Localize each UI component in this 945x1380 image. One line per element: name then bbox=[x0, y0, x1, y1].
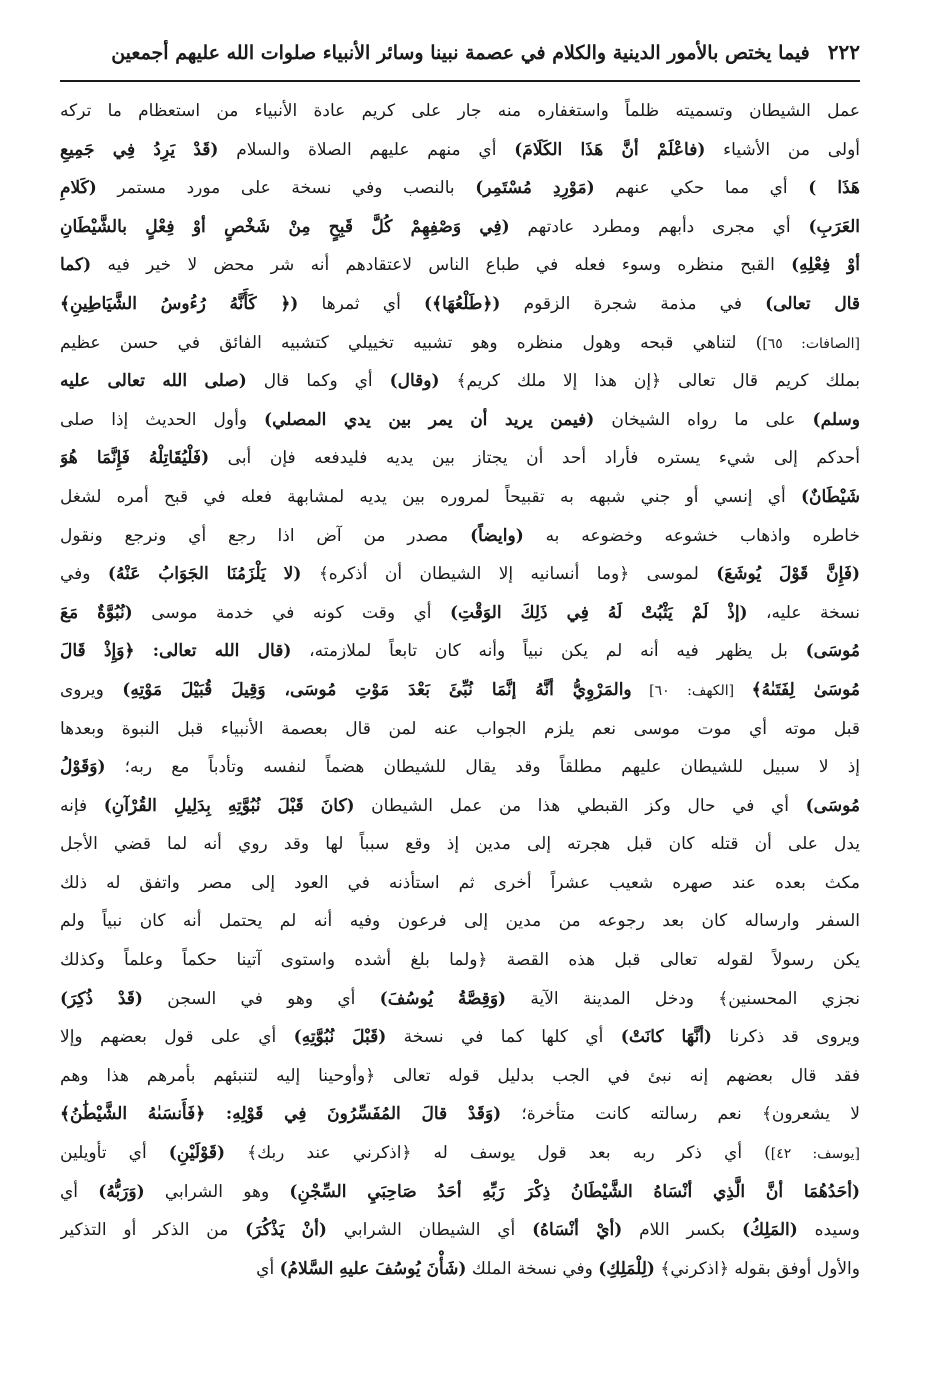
emphasized-text: (أيْ أنْسَاهُ) bbox=[532, 1220, 623, 1241]
text-segment: يكن رسولاً لقوله تعالى قبل هذه القصة ﴿ولما بلغ أشده واستوى آتينا حكماً وعلماً وكذلك bbox=[60, 950, 860, 971]
text-segment: أي كلها كما في نسخة bbox=[386, 1027, 621, 1048]
text-segment: وفي نسخة الملك bbox=[466, 1258, 599, 1279]
emphasized-text: مُوسَىٰ لِفَتَىٰهُ﴾ bbox=[751, 679, 860, 700]
text-line bbox=[60, 864, 860, 903]
emphasized-text: (قَدْ ذُكِرَ) bbox=[60, 988, 143, 1009]
text-line bbox=[60, 671, 860, 710]
text-line bbox=[60, 1250, 860, 1289]
text-line bbox=[60, 594, 860, 633]
text-segment: ويروى قد ذكرنا bbox=[711, 1027, 860, 1048]
text-segment: أي ثمرها bbox=[298, 293, 425, 314]
text-segment: قبل موته أي موت موسى نعم يلزم الجواب عنه لمن قال بعصمة الأنبياء قبل النبوة وبعدها bbox=[60, 718, 860, 739]
text-segment: أي bbox=[60, 1181, 99, 1202]
emphasized-text: (وقال) bbox=[389, 371, 440, 392]
emphasized-text: (وايضاً) bbox=[470, 525, 524, 546]
book-page bbox=[60, 40, 860, 1360]
emphasized-text: (وَرَبُّهُ) bbox=[98, 1181, 145, 1202]
emphasized-text: وسلم) bbox=[812, 409, 860, 430]
emphasized-text: (مَوْرِدِ مُسْتَمِر) bbox=[475, 178, 595, 199]
text-segment: نجزي المحسنين﴾ ودخل المدينة الآية bbox=[506, 988, 860, 1009]
emphasized-text: (أنَّهَا كانَتْ) bbox=[620, 1027, 712, 1048]
text-segment: ) أي ذكر ربه بعد قول يوسف له ﴿اذكرني عند ربك﴾ bbox=[225, 1143, 771, 1164]
text-segment: أي مما حكي عنهم bbox=[594, 178, 809, 199]
text-segment: وأول الحديث إذا صلى bbox=[60, 409, 265, 430]
body-text bbox=[60, 92, 860, 1288]
text-segment: أي الشيطان الشرابي bbox=[326, 1220, 533, 1241]
emphasized-text: (﴿طَلْعُهَا﴾) bbox=[424, 293, 501, 314]
text-line bbox=[60, 208, 860, 247]
header-rule bbox=[60, 80, 860, 82]
text-line bbox=[60, 1057, 860, 1096]
text-line bbox=[60, 285, 860, 324]
text-segment: أولى من الأشياء bbox=[705, 139, 860, 160]
text-segment: والأول أوفق بقوله ﴿اذكرني﴾ bbox=[654, 1258, 860, 1279]
text-segment: لا يشعرون﴾ نعم رسالته كانت متأخرة؛ bbox=[501, 1104, 860, 1125]
text-line bbox=[60, 902, 860, 941]
text-segment: ويروى bbox=[60, 679, 123, 700]
text-segment: فقد قال بعضهم إنه نبئ في الجب بدليل قوله تعالى ﴿وأوحينا إليه لتنبئهم بأمرهم هذا وهم bbox=[60, 1065, 860, 1086]
emphasized-text: (أحَدُهُمَا أنَّ الَّذِي أنْسَاهُ الشَّيْطَانُ ذِكْرَ رَبِّهِ أحَدُ صَاحِبَيِ السِّجْنِ) bbox=[289, 1181, 860, 1202]
emphasized-text: مُوسَى) bbox=[805, 795, 860, 816]
emphasized-text: العَرَبِ) bbox=[808, 216, 860, 237]
text-segment: أي إنسي أو جني شبهه به تقبيحاً لمروره بين يديه لمشابهة فعله في قبح أمره لشغل bbox=[60, 486, 801, 507]
running-head bbox=[60, 40, 860, 70]
emphasized-text: (وَقَوْلُ bbox=[60, 757, 106, 778]
emphasized-text: (صلى الله تعالى عليه bbox=[60, 371, 247, 392]
text-line bbox=[60, 362, 860, 401]
text-line bbox=[60, 131, 860, 170]
text-line bbox=[60, 246, 860, 285]
text-segment: على ما رواه الشيخان bbox=[594, 409, 813, 430]
page-number: ٢٢٢ bbox=[827, 40, 860, 64]
text-segment: خاطره واذهاب خشوعه وخضوعه به bbox=[523, 525, 860, 546]
text-segment: مكث بعده عند صهره شعيب عشراً أخرى ثم استأذنه في العود إلى مصر واتفق له ذلك bbox=[60, 872, 860, 893]
text-segment: بل يظهر فيه أنه لم يكن نبياً وأنه كان تابعاً لملازمته، bbox=[291, 641, 806, 662]
text-segment: [الكهف: ٦٠] bbox=[631, 682, 752, 699]
emphasized-text: (فِي وَصْفِهِمْ كُلَّ قَبِحٍ مِنْ شَخْصٍ أوْ فِعْلٍ بالشَّيْطَانِ bbox=[60, 216, 510, 237]
emphasized-text: (أنْ يَذْكُرَ) bbox=[245, 1220, 327, 1241]
text-segment: القبح منظره وسوء فعله في طباع الناس لاعتقادهم أنه شر محض لا خير فيه bbox=[91, 255, 792, 276]
text-line bbox=[60, 1211, 860, 1250]
emphasized-text: (فَإِنَّ قَوْلَ يُوشَعَ) bbox=[716, 564, 860, 585]
emphasized-text: (فَلْيُقَاتِلْهُ فَإِنَّمَا هُوَ bbox=[60, 448, 210, 469]
emphasized-text: شَيْطَانٌ) bbox=[800, 486, 860, 507]
emphasized-text: (قال الله تعالى: ﴿وَإِذْ قَالَ bbox=[60, 641, 292, 662]
text-segment: في مذمة شجرة الزقوم bbox=[500, 293, 766, 314]
emphasized-text: (﴿ كَأَنَّهُ رُءُوسُ الشَّيَاطِينِ﴾ bbox=[60, 293, 299, 314]
text-line bbox=[60, 748, 860, 787]
text-line bbox=[60, 324, 860, 363]
text-segment: نسخة عليه، bbox=[747, 602, 860, 623]
text-segment: بكسر اللام bbox=[622, 1220, 742, 1241]
text-segment: أي في حال وكز القبطي هذا من عمل الشيطان bbox=[354, 795, 806, 816]
text-segment: من الذكر أو التذكير bbox=[60, 1220, 246, 1241]
text-segment: إذ لا سبيل للشيطان عليهم مطلقاً وقد يقال للشيطان هضماً لنفسه وتأدباً مع ربه؛ bbox=[105, 757, 860, 778]
text-line bbox=[60, 439, 860, 478]
text-segment: [الصافات: ٦٥] bbox=[762, 335, 860, 352]
emphasized-text: (قَدْ يَرِدُ فِي جَمِيعِ bbox=[60, 139, 219, 160]
text-line bbox=[60, 980, 860, 1019]
emphasized-text: (كما bbox=[60, 255, 92, 276]
emphasized-text: (قَبْلَ نُبُوَّتِهِ) bbox=[293, 1027, 387, 1048]
text-segment: أي bbox=[256, 1258, 280, 1279]
emphasized-text: (كانَ قَبْلَ نُبُوَّتِهِ بِدَلِيلِ القُرْآنِ) bbox=[103, 795, 355, 816]
text-segment: أي تأويلين bbox=[60, 1143, 169, 1164]
text-segment: السفر وارساله كان بعد رجوعه من مدين إلى فرعون وفيه أنه لم يحتمل أنه كان نبياً ولم bbox=[60, 911, 860, 932]
emphasized-text: أوْ فِعْلِهِ) bbox=[791, 255, 860, 276]
text-line bbox=[60, 478, 860, 517]
text-segment: بالنصب وفي نسخة على مورد مستمر bbox=[96, 178, 476, 199]
emphasized-text: (كَلامِ bbox=[60, 178, 97, 199]
text-segment: يدل على أن قتله كان قبل هجرته إلى مدين إذ وقع سبباً لها وقد روي أنه لما قضي الأجل bbox=[60, 834, 860, 855]
text-segment: لموسى ﴿وما أنسانيه إلا الشيطان أن أذكره﴾ bbox=[301, 564, 717, 585]
text-segment: [يوسف: ٤٢] bbox=[770, 1146, 860, 1163]
text-segment: وفي bbox=[60, 564, 108, 585]
text-segment: وسيده bbox=[797, 1220, 860, 1241]
emphasized-text: (وَقِصَّةُ يُوسُفَ) bbox=[379, 988, 507, 1009]
emphasized-text: (نُبُوَّةٌ مَعَ bbox=[60, 602, 133, 623]
emphasized-text: (فيمن يريد أن يمر بين يدي المصلي) bbox=[264, 409, 595, 430]
text-line bbox=[60, 1134, 860, 1173]
text-line bbox=[60, 517, 860, 556]
text-segment: وهو الشرابي bbox=[144, 1181, 290, 1202]
emphasized-text: (إذْ لَمْ يَثْبُتْ لَهُ فِي ذَلِكَ الوَقْتِ) bbox=[450, 602, 748, 623]
text-segment: بملك كريم قال تعالى ﴿إن هذا إلا ملك كريم﴾ bbox=[439, 371, 860, 392]
running-title: فيما يختص بالأمور الدينية والكلام في عصمة نبينا وسائر الأنبياء صلوات الله عليهم أجمعين bbox=[111, 42, 810, 64]
text-segment: ) لتناهي قبحه وهول منظره وهو تشبيه تخييلي كتشبيه الفائق في حسن عظيم bbox=[60, 332, 763, 353]
text-line bbox=[60, 1095, 860, 1134]
emphasized-text: (فاعْلَمْ أنَّ هَذَا الكَلَامَ) bbox=[514, 139, 706, 160]
text-line bbox=[60, 632, 860, 671]
text-line bbox=[60, 92, 860, 131]
text-line bbox=[60, 401, 860, 440]
text-line bbox=[60, 555, 860, 594]
text-segment: أي منهم عليهم الصلاة والسلام bbox=[218, 139, 515, 160]
text-segment: أي وقت كونه في خدمة موسى bbox=[132, 602, 450, 623]
text-line bbox=[60, 941, 860, 980]
text-segment: عمل الشيطان وتسميته ظلماً واستغفاره منه جار على كريم عادة الأنبياء من استعظام ما تركه bbox=[60, 101, 860, 121]
emphasized-text: (لا يَلْزَمُنَا الجَوَابُ عَنْهُ) bbox=[107, 564, 302, 585]
text-segment: أحدكم إلى شيء يستره فأراد أحد أن يجتاز بين يديه فليدفعه فإن أبى bbox=[209, 448, 860, 469]
text-segment: أي مجرى دأبهم ومطرد عادتهم bbox=[509, 216, 809, 237]
text-line bbox=[60, 169, 860, 208]
text-line bbox=[60, 787, 860, 826]
text-segment: أي على قول بعضهم وإلا bbox=[60, 1027, 294, 1048]
emphasized-text: والمَرْوِيُّ أنَّهُ إنَّمَا نُبِّئَ بَعْدَ مَوْتِ مُوسَى، وَقِيلَ قُبَيْلَ مَوْتِهِ) bbox=[122, 679, 632, 700]
emphasized-text: مُوسَى) bbox=[805, 641, 860, 662]
emphasized-text: (المَلِكُ) bbox=[742, 1220, 798, 1241]
text-segment: أي وكما قال bbox=[246, 371, 390, 392]
text-segment: مصدر من آض اذا رجع أي ونرجع ونقول bbox=[60, 525, 471, 546]
text-line bbox=[60, 825, 860, 864]
emphasized-text: هَذَا ) bbox=[808, 178, 860, 199]
emphasized-text: قال تعالى) bbox=[765, 293, 860, 314]
text-line bbox=[60, 710, 860, 749]
emphasized-text: (وَقَدْ قالَ المُفَسِّرُونَ فِي قَوْلِهِ: ﴿فَأَنسَىٰهُ الشَّيْطَٰنُ﴾ bbox=[60, 1104, 502, 1125]
text-segment: فإنه bbox=[60, 795, 104, 816]
text-segment: أي وهو في السجن bbox=[142, 988, 380, 1009]
text-line bbox=[60, 1018, 860, 1057]
emphasized-text: (لِلْمَلِكِ) bbox=[598, 1258, 655, 1279]
emphasized-text: (قَوْلَيْنِ) bbox=[168, 1143, 226, 1164]
emphasized-text: (شَأْنَ يُوسُفَ عليهِ السَّلامُ) bbox=[279, 1258, 467, 1279]
text-line bbox=[60, 1173, 860, 1212]
